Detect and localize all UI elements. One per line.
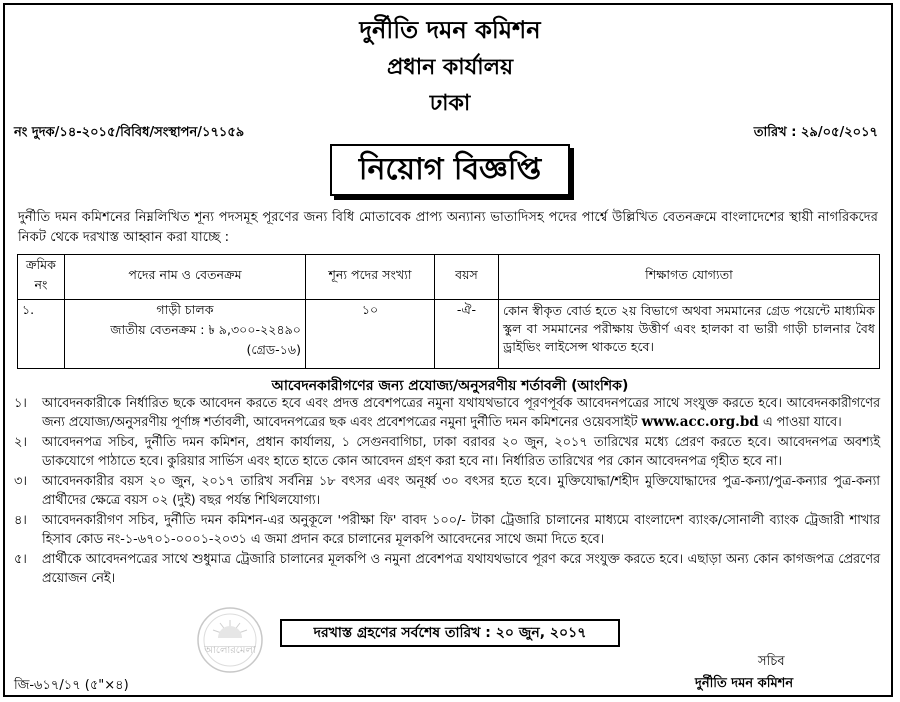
pay-scale: জাতীয় বেতনক্রম : ৳ ৯,৩০০-২২৪৯০ (110, 322, 301, 337)
print-code: জি-৬১৭/১৭ (৫"×৪) (14, 678, 129, 693)
col-serial: ক্রমিক নং (18, 255, 65, 300)
item-number: ৪। (14, 513, 27, 528)
list-item (14, 472, 880, 510)
stamp-text: আলোরমেলা (204, 645, 256, 656)
org-name: দুর্নীতি দমন কমিশন (359, 16, 541, 44)
cell-post (65, 300, 306, 369)
item-text-suffix: এ পাওয়া যাবে। (758, 415, 842, 430)
item-text: আবেদনকারীকে নির্ধারিত ছকে আবেদন করতে হবে এবং প্রদত্ত প্রবেশপত্রের নমুনা যথাযথভাবে পূরণপূর্বক আবেদনপত্রের সাথে সংযুক্ত করতে হবে। আবেদনকারীগণের জন্য প্রযোজ্য/অনুসরণীয় পূর্ণাঙ্গ শর্তাবলী, আবেদনপত্রের ছক এবং প্রবেশপত্রের নমুনা দুর্নীতি দমন কমিশনের ওয়েবসাইট (42, 396, 880, 430)
issue-date: তারিখ : ২৯/০৫/২০১৭ (753, 125, 878, 140)
col-vacancy: শূন্য পদের সংখ্যা (306, 255, 435, 300)
signatory-org: দুর্নীতি দমন কমিশন (695, 676, 794, 691)
item-number: ৫। (14, 552, 27, 567)
intro-paragraph: দুর্নীতি দমন কমিশনের নিম্নলিখিত শূন্য পদসমূহ পূরণের জন্য বিধি মোতাবেক প্রাপ্য অন্যান্য ভাতাদিসহ পদের পার্শ্বে উল্লিখিত বেতনক্রমে বাংলাদেশের স্থায়ী নাগরিকদের নিকট থেকে দরখাস্ত আহ্বান করা যাচ্ছে : (18, 210, 878, 245)
notice-title: নিয়োগ বিজ্ঞপ্তি (330, 144, 570, 196)
list-item (14, 433, 880, 471)
table-header-row (18, 255, 880, 300)
website-link[interactable]: www.acc.org.bd (641, 414, 759, 430)
publisher-stamp-icon (196, 606, 264, 674)
list-item (14, 394, 880, 432)
pay-grade: (গ্রেড-১৬) (246, 342, 301, 357)
list-item (14, 550, 880, 588)
item-number: ২। (14, 435, 27, 450)
col-qualification: শিক্ষাগত যোগ্যতা (499, 255, 880, 300)
deadline-box: দরখাস্ত গ্রহণের সর্বশেষ তারিখ : ২০ জুন, ২০১৭ (280, 619, 620, 647)
item-text: প্রার্থীকে আবেদনপত্রের সাথে শুধুমাত্র ট্রেজারি চালানের মূলকপি ও নমুনা প্রবেশপত্র যথাযথভাবে পূরণ করে সংযুক্ত করতে হবে। এছাড়া অন্য কোন কাগজপত্র প্রেরণের প্রয়োজন নেই। (42, 552, 880, 586)
memo-number: নং দুদক/১৪-২০১৫/বিবিধ/সংস্থাপন/১৭১৫৯ (14, 125, 245, 140)
conditions-list (14, 394, 880, 589)
item-number: ১। (14, 396, 27, 411)
item-number: ৩। (14, 474, 27, 489)
cell-serial: ১. (18, 300, 65, 369)
item-text: আবেদনকারীর বয়স ২০ জুন, ২০১৭ তারিখ সর্বনিম্ন ১৮ বৎসর এবং অনূর্ধ্ব ৩০ বৎসর হতে হবে। মুক্তিযোদ্ধা/শহীদ মুক্তিযোদ্ধাদের পুত্র-কন্যা/পুত্র-কন্যার পুত্র-কন্যা প্রার্থীদের ক্ষেত্রে বয়স ০২ (দুই) বছর পর্যন্ত শিথিলযোগ্য। (42, 474, 880, 508)
item-text: আবেদনকারীগণ সচিব, দুর্নীতি দমন কমিশন-এর অনুকূলে 'পরীক্ষা ফি' বাবদ ১০০/- টাকা ট্রেজারি চালানের মাধ্যমে বাংলাদেশ ব্যাংক/সোনালী ব্যাংক ট্রেজারী শাখার হিসাব কোড নং-১-৬৭০১-০০০১-২০৩১ এ জমা প্রদান করে চালানের মূলকপি আবেদনের সাথে জমা দিতে হবে। (42, 513, 880, 547)
city-name: ঢাকা (429, 91, 471, 116)
col-post: পদের নাম ও বেতনক্রম (65, 255, 306, 300)
signatory-title: সচিব (758, 654, 785, 669)
table-row (18, 300, 880, 369)
col-age: বয়স (435, 255, 499, 300)
conditions-title: আবেদনকারীগণের জন্য প্রযোজ্য/অনুসরণীয় শর্তাবলী (আংশিক) (271, 378, 629, 394)
vacancy-table (17, 254, 880, 369)
cell-vacancy: ১০ (306, 300, 435, 369)
cell-qualification: কোন স্বীকৃত বোর্ড হতে ২য় বিভাগে অথবা সমমানের গ্রেড পয়েন্টে মাধ্যমিক স্কুল বা সমমানের পরীক্ষায় উত্তীর্ণ এবং হালকা বা ভারী গাড়ী চালনার বৈধ ড্রাইভিং লাইসেন্স থাকতে হবে। (499, 300, 880, 369)
cell-age: -ঐ- (435, 300, 499, 369)
post-name: গাড়ী চালক (156, 302, 214, 317)
office-name: প্রধান কার্যালয় (386, 55, 514, 80)
list-item (14, 511, 880, 549)
item-text: আবেদনপত্র সচিব, দুর্নীতি দমন কমিশন, প্রধান কার্যালয়, ১ সেগুনবাগিচা, ঢাকা বরাবর ২০ জুন, ২০১৭ তারিখের মধ্যে প্রেরণ করতে হবে। আবেদনপত্র অবশ্যই ডাকযোগে পাঠাতে হবে। কুরিয়ার সার্ভিস এবং হাতে হাতে কোন আবেদন গ্রহণ করা হবে না। নির্ধারিত তারিখের পর কোন আবেদনপত্র গৃহীত হবে না। (42, 435, 880, 469)
